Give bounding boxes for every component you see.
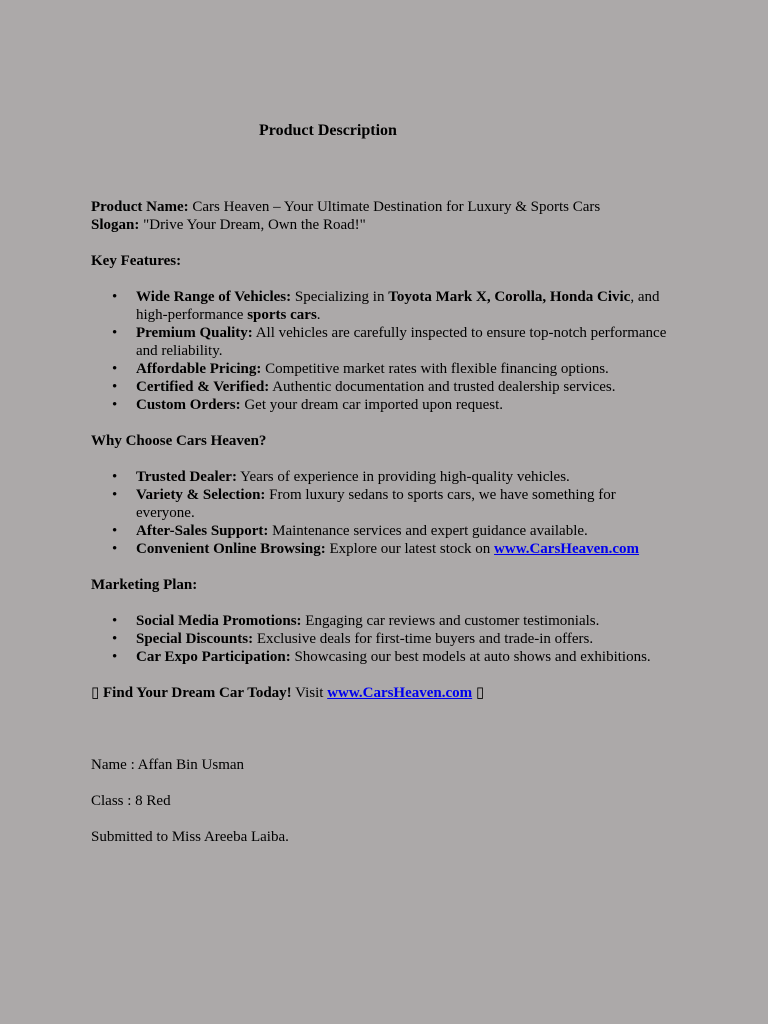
bullet-icon: •	[112, 631, 118, 647]
marketing-list	[91, 612, 691, 666]
bullet-icon: •	[112, 613, 118, 629]
why-text: Maintenance services and expert guidance available.	[268, 523, 588, 539]
why-label: After-Sales Support:	[136, 523, 269, 539]
bullet-icon: •	[112, 523, 118, 539]
page-title: Product Description	[259, 122, 397, 139]
student-name: Name : Affan Bin Usman	[91, 757, 245, 773]
marketing-heading	[91, 576, 691, 594]
bullet-icon: •	[112, 379, 118, 395]
list-item	[91, 612, 676, 630]
why-text: Years of experience in providing high-quality vehicles.	[236, 469, 570, 485]
list-item	[91, 378, 676, 396]
feature-text: Specializing in	[291, 289, 389, 305]
why-label: Trusted Dealer:	[136, 469, 237, 485]
feature-label: Affordable Pricing:	[136, 361, 262, 377]
why-label: Variety & Selection:	[136, 487, 266, 503]
cta-website-link[interactable]: www.CarsHeaven.com	[327, 685, 473, 701]
feature-label: Premium Quality:	[136, 325, 253, 341]
feature-text: , and high-performance	[136, 289, 660, 323]
why-heading-text: Why Choose Cars Heaven?	[91, 433, 267, 449]
product-name-line	[91, 198, 691, 216]
product-name-value: Cars Heaven – Your Ultimate Destination for Luxury & Sports Cars	[188, 199, 601, 215]
document-body	[91, 198, 691, 846]
why-text: Explore our latest stock on	[325, 541, 495, 557]
why-label: Convenient Online Browsing:	[136, 541, 326, 557]
bullet-icon: •	[112, 649, 118, 665]
marketing-text: Showcasing our best models at auto shows and exhibitions.	[290, 649, 651, 665]
slogan-line	[91, 216, 691, 234]
list-item	[91, 396, 676, 414]
bullet-icon: •	[112, 397, 118, 413]
placeholder-glyph-icon: ▯	[472, 685, 485, 701]
list-item	[91, 288, 676, 324]
placeholder-glyph-icon: ▯	[91, 685, 100, 701]
why-text: From luxury sedans to sports cars, we have something for everyone.	[136, 487, 616, 521]
bullet-icon: •	[112, 469, 118, 485]
product-name-label: Product Name:	[91, 199, 189, 215]
bullet-icon: •	[112, 289, 118, 305]
list-item	[91, 648, 676, 666]
submission-footer	[91, 756, 691, 846]
feature-models: Toyota Mark X, Corolla, Honda Civic	[388, 289, 631, 305]
why-heading	[91, 432, 691, 450]
bullet-icon: •	[112, 361, 118, 377]
feature-text: Competitive market rates with flexible financing options.	[261, 361, 609, 377]
slogan-value: "Drive Your Dream, Own the Road!"	[139, 217, 366, 233]
bullet-icon: •	[112, 487, 118, 503]
key-features-list	[91, 288, 691, 414]
list-item	[91, 630, 676, 648]
marketing-label: Car Expo Participation:	[136, 649, 291, 665]
marketing-text: Exclusive deals for first-time buyers and trade-in offers.	[253, 631, 594, 647]
list-item	[91, 468, 676, 486]
key-features-heading	[91, 252, 691, 270]
bullet-icon: •	[112, 541, 118, 557]
list-item	[91, 360, 676, 378]
feature-text: Get your dream car imported upon request.	[240, 397, 503, 413]
feature-label: Certified & Verified:	[136, 379, 270, 395]
cta-bold-text: Find Your Dream Car Today!	[99, 685, 292, 701]
call-to-action	[91, 684, 691, 702]
feature-text: All vehicles are carefully inspected to ensure top-notch performance and reliability.	[136, 325, 667, 359]
marketing-heading-text: Marketing Plan:	[91, 577, 198, 593]
marketing-label: Social Media Promotions:	[136, 613, 302, 629]
bullet-icon: •	[112, 325, 118, 341]
feature-text: .	[316, 307, 321, 323]
feature-label: Wide Range of Vehicles:	[136, 289, 292, 305]
list-item	[91, 324, 676, 360]
feature-label: Custom Orders:	[136, 397, 241, 413]
list-item	[91, 540, 676, 558]
marketing-label: Special Discounts:	[136, 631, 254, 647]
feature-text: Authentic documentation and trusted dealership services.	[269, 379, 616, 395]
list-item	[91, 486, 676, 522]
student-class: Class : 8 Red	[91, 793, 171, 809]
website-link[interactable]: www.CarsHeaven.com	[494, 541, 640, 557]
cta-visit-text: Visit	[291, 685, 328, 701]
why-list	[91, 468, 691, 558]
submitted-to: Submitted to Miss Areeba Laiba.	[91, 829, 289, 845]
marketing-text: Engaging car reviews and customer testimonials.	[301, 613, 600, 629]
list-item	[91, 522, 676, 540]
key-features-heading-text: Key Features:	[91, 253, 182, 269]
slogan-label: Slogan:	[91, 217, 140, 233]
feature-sports-cars: sports cars	[247, 307, 317, 323]
